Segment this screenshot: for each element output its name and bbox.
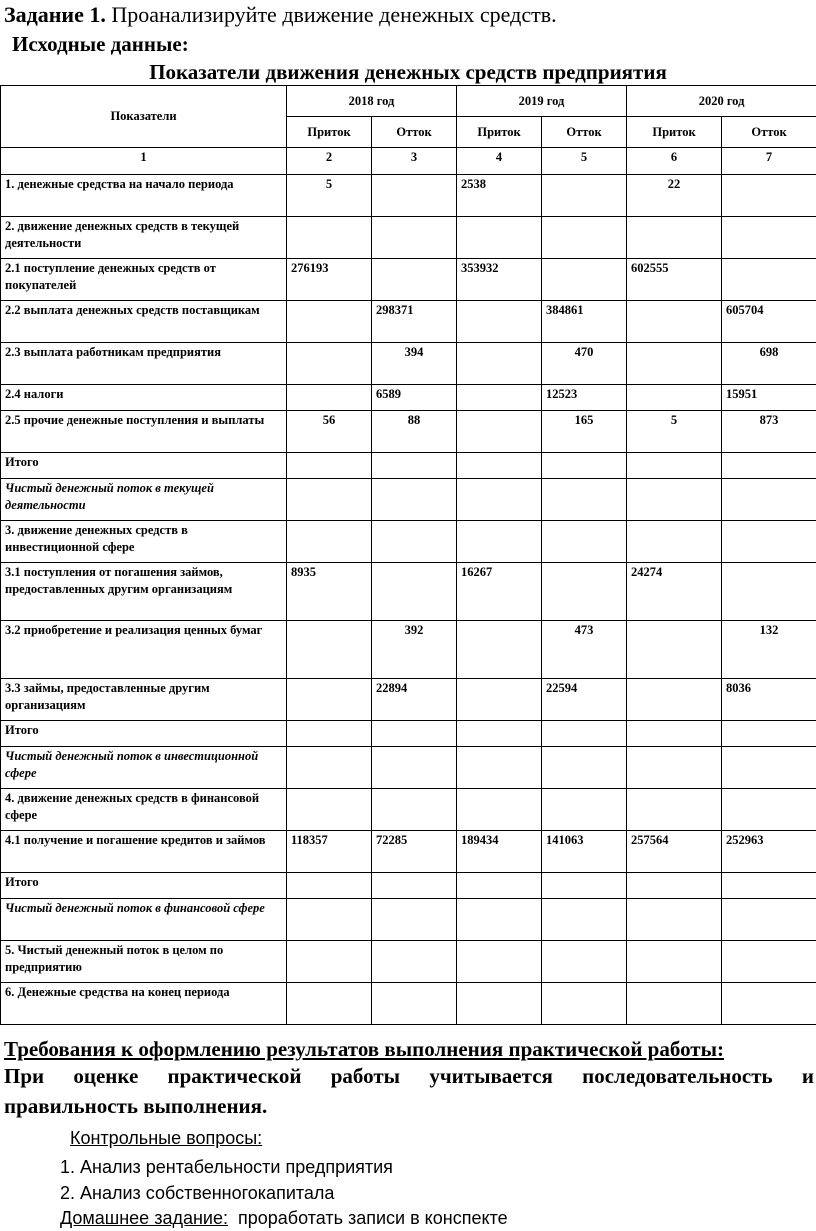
inflow-cell: 2538	[457, 175, 542, 217]
header-inflow: Приток	[627, 117, 722, 148]
row-label: 4.1 получение и погашение кредитов и займов	[1, 831, 287, 873]
outflow-cell: 470	[542, 343, 627, 385]
table-row	[1, 789, 816, 831]
outflow-cell: 15951	[722, 385, 816, 411]
inflow-cell	[627, 721, 722, 747]
column-number: 2	[287, 148, 372, 175]
requirements-text-line-2: правильность выполнения.	[4, 1094, 268, 1118]
row-label: Итого	[1, 873, 287, 899]
inflow-cell	[287, 747, 372, 789]
header-outflow: Отток	[722, 117, 816, 148]
table-row	[1, 411, 816, 453]
inflow-cell	[627, 941, 722, 983]
inflow-cell	[627, 983, 722, 1025]
table-row	[1, 621, 816, 679]
table-row	[1, 343, 816, 385]
outflow-cell	[722, 789, 816, 831]
outflow-cell	[542, 259, 627, 301]
header-row-years	[1, 86, 816, 117]
homework-label: Домашнее задание:	[60, 1208, 228, 1228]
outflow-cell	[542, 983, 627, 1025]
table-row	[1, 679, 816, 721]
inflow-cell: 353932	[457, 259, 542, 301]
inflow-cell: 257564	[627, 831, 722, 873]
outflow-cell: 698	[722, 343, 816, 385]
task-label: Задание 1.	[4, 2, 106, 27]
inflow-cell	[287, 899, 372, 941]
requirements-title-text: Требования к оформлению результатов выполнения практической работы:	[4, 1037, 725, 1061]
table-row	[1, 453, 816, 479]
inflow-cell	[627, 747, 722, 789]
inflow-cell	[627, 521, 722, 563]
homework-text: проработать записи в конспекте	[238, 1208, 508, 1228]
table-row	[1, 479, 816, 521]
row-label: 4. движение денежных средств в финансовой сфере	[1, 789, 287, 831]
inflow-cell	[627, 679, 722, 721]
outflow-cell	[722, 521, 816, 563]
row-label: 5. Чистый денежный поток в целом по предприятию	[1, 941, 287, 983]
outflow-cell: 165	[542, 411, 627, 453]
outflow-cell	[722, 873, 816, 899]
inflow-cell	[287, 301, 372, 343]
inflow-cell	[627, 479, 722, 521]
header-inflow: Приток	[457, 117, 542, 148]
outflow-cell	[542, 175, 627, 217]
header-year-2018: 2018 год	[287, 86, 457, 117]
inflow-cell: 276193	[287, 259, 372, 301]
row-label: 2.5 прочие денежные поступления и выплаты	[1, 411, 287, 453]
outflow-cell: 873	[722, 411, 816, 453]
table-row	[1, 259, 816, 301]
table-row	[1, 983, 816, 1025]
inflow-cell: 5	[627, 411, 722, 453]
inflow-cell	[287, 479, 372, 521]
row-label: 1. денежные средства на начало периода	[1, 175, 287, 217]
table-row	[1, 899, 816, 941]
outflow-cell: 22594	[542, 679, 627, 721]
outflow-cell: 12523	[542, 385, 627, 411]
outflow-cell	[372, 721, 457, 747]
outflow-cell: 8036	[722, 679, 816, 721]
inflow-cell	[287, 679, 372, 721]
outflow-cell	[542, 721, 627, 747]
outflow-cell: 6589	[372, 385, 457, 411]
inflow-cell: 602555	[627, 259, 722, 301]
table-row	[1, 301, 816, 343]
inflow-cell	[627, 453, 722, 479]
inflow-cell: 189434	[457, 831, 542, 873]
task-text: Проанализируйте движение денежных средств.	[111, 2, 557, 27]
inflow-cell: 5	[287, 175, 372, 217]
row-label: 6. Денежные средства на конец периода	[1, 983, 287, 1025]
table-row	[1, 873, 816, 899]
inflow-cell	[287, 873, 372, 899]
outflow-cell	[722, 563, 816, 621]
column-number: 6	[627, 148, 722, 175]
requirements-title	[4, 1036, 814, 1063]
outflow-cell	[722, 983, 816, 1025]
row-label: 3.3 займы, предоставленные другим организациям	[1, 679, 287, 721]
outflow-cell	[722, 217, 816, 259]
inflow-cell	[457, 453, 542, 479]
table-row	[1, 747, 816, 789]
inflow-cell	[287, 453, 372, 479]
outflow-cell: 394	[372, 343, 457, 385]
header-inflow: Приток	[287, 117, 372, 148]
inflow-cell	[457, 521, 542, 563]
outflow-cell	[542, 217, 627, 259]
inflow-cell	[457, 217, 542, 259]
outflow-cell	[372, 941, 457, 983]
outflow-cell	[542, 873, 627, 899]
row-label: 3.1 поступления от погашения займов, предоставленных другим организациям	[1, 563, 287, 621]
inflow-cell: 8935	[287, 563, 372, 621]
inflow-cell	[627, 899, 722, 941]
inflow-cell	[457, 621, 542, 679]
row-label: Чистый денежный поток в инвестиционной сфере	[1, 747, 287, 789]
outflow-cell	[372, 899, 457, 941]
inflow-cell	[457, 385, 542, 411]
inflow-cell	[287, 343, 372, 385]
inflow-cell	[287, 217, 372, 259]
outflow-cell	[722, 259, 816, 301]
outflow-cell	[542, 479, 627, 521]
row-label: 3. движение денежных средств в инвестиционной сфере	[1, 521, 287, 563]
outflow-cell	[722, 479, 816, 521]
table-row	[1, 563, 816, 621]
inflow-cell: 16267	[457, 563, 542, 621]
header-year-2020: 2020 год	[627, 86, 816, 117]
inflow-cell	[627, 385, 722, 411]
inflow-cell	[627, 789, 722, 831]
outflow-cell	[372, 217, 457, 259]
outflow-cell	[542, 789, 627, 831]
outflow-cell	[542, 563, 627, 621]
row-label: 2.4 налоги	[1, 385, 287, 411]
header-year-2019: 2019 год	[457, 86, 627, 117]
table-row	[1, 831, 816, 873]
table-row	[1, 175, 816, 217]
row-label: Чистый денежный поток в финансовой сфере	[1, 899, 287, 941]
outflow-cell	[372, 175, 457, 217]
header-outflow: Отток	[542, 117, 627, 148]
column-number: 7	[722, 148, 816, 175]
inflow-cell: 118357	[287, 831, 372, 873]
requirements-text-line-1: При оценке практической работы учитывается последовательность и	[4, 1064, 814, 1088]
outflow-cell: 473	[542, 621, 627, 679]
table-row	[1, 521, 816, 563]
inflow-cell	[457, 721, 542, 747]
task-heading	[4, 2, 557, 28]
row-label: Итого	[1, 453, 287, 479]
header-indicator: Показатели	[1, 86, 287, 148]
table-row	[1, 721, 816, 747]
inflow-cell	[287, 789, 372, 831]
column-number: 1	[1, 148, 287, 175]
inflow-cell	[457, 899, 542, 941]
inflow-cell: 22	[627, 175, 722, 217]
outflow-cell	[372, 873, 457, 899]
inflow-cell	[627, 301, 722, 343]
outflow-cell	[372, 789, 457, 831]
row-label: 2.3 выплата работникам предприятия	[1, 343, 287, 385]
table-row	[1, 385, 816, 411]
outflow-cell	[372, 983, 457, 1025]
outflow-cell	[722, 747, 816, 789]
homework-line	[60, 1207, 508, 1229]
inflow-cell	[287, 621, 372, 679]
outflow-cell	[542, 453, 627, 479]
outflow-cell	[542, 941, 627, 983]
control-question-item: 2. Анализ собственногокапитала	[60, 1183, 335, 1203]
outflow-cell: 132	[722, 621, 816, 679]
outflow-cell	[372, 563, 457, 621]
outflow-cell	[372, 747, 457, 789]
table-row	[1, 217, 816, 259]
outflow-cell	[372, 521, 457, 563]
inflow-cell	[457, 479, 542, 521]
column-number: 5	[542, 148, 627, 175]
outflow-cell	[722, 941, 816, 983]
outflow-cell: 88	[372, 411, 457, 453]
outflow-cell: 298371	[372, 301, 457, 343]
outflow-cell	[722, 721, 816, 747]
outflow-cell	[542, 747, 627, 789]
outflow-cell	[372, 479, 457, 521]
inflow-cell	[287, 521, 372, 563]
inflow-cell	[627, 873, 722, 899]
outflow-cell	[722, 175, 816, 217]
inflow-cell	[627, 343, 722, 385]
table-title: Показатели движения денежных средств предприятия	[149, 60, 667, 84]
outflow-cell	[372, 259, 457, 301]
header-outflow: Отток	[372, 117, 457, 148]
row-label: 2.1 поступление денежных средств от покупателей	[1, 259, 287, 301]
source-data-label: Исходные данные:	[12, 32, 189, 56]
inflow-cell: 24274	[627, 563, 722, 621]
inflow-cell	[627, 621, 722, 679]
inflow-cell	[457, 343, 542, 385]
outflow-cell: 72285	[372, 831, 457, 873]
inflow-cell	[457, 679, 542, 721]
column-number: 3	[372, 148, 457, 175]
table-row	[1, 941, 816, 983]
inflow-cell	[457, 747, 542, 789]
outflow-cell	[722, 899, 816, 941]
inflow-cell	[627, 217, 722, 259]
outflow-cell: 392	[372, 621, 457, 679]
cash-flow-table	[0, 85, 816, 1025]
inflow-cell	[287, 983, 372, 1025]
row-label: Итого	[1, 721, 287, 747]
outflow-cell	[372, 453, 457, 479]
outflow-cell: 141063	[542, 831, 627, 873]
row-label: 3.2 приобретение и реализация ценных бумаг	[1, 621, 287, 679]
row-label: 2.2 выплата денежных средств поставщикам	[1, 301, 287, 343]
row-label: 2. движение денежных средств в текущей деятельности	[1, 217, 287, 259]
row-label: Чистый денежный поток в текущей деятельности	[1, 479, 287, 521]
control-question-item: 1. Анализ рентабельности предприятия	[60, 1157, 393, 1177]
inflow-cell	[457, 983, 542, 1025]
outflow-cell	[542, 899, 627, 941]
inflow-cell	[457, 873, 542, 899]
outflow-cell: 252963	[722, 831, 816, 873]
inflow-cell	[457, 411, 542, 453]
outflow-cell: 22894	[372, 679, 457, 721]
inflow-cell	[287, 721, 372, 747]
outflow-cell: 384861	[542, 301, 627, 343]
inflow-cell	[457, 789, 542, 831]
column-number-row	[1, 148, 816, 175]
inflow-cell	[457, 941, 542, 983]
control-questions-title: Контрольные вопросы:	[70, 1128, 263, 1148]
inflow-cell	[457, 301, 542, 343]
outflow-cell: 605704	[722, 301, 816, 343]
outflow-cell	[722, 453, 816, 479]
outflow-cell	[542, 521, 627, 563]
inflow-cell	[287, 941, 372, 983]
inflow-cell: 56	[287, 411, 372, 453]
column-number: 4	[457, 148, 542, 175]
inflow-cell	[287, 385, 372, 411]
